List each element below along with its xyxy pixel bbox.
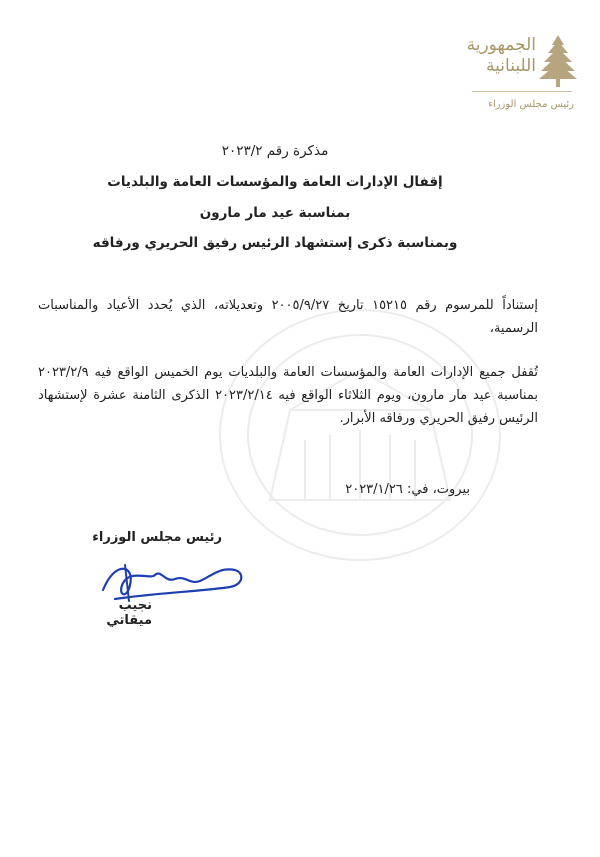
body-paragraph-2: تُقفل جميع الإدارات العامة والمؤسسات العامة والبلديات يوم الخميس الواقع فيه ٢٠٢٣/٢/٩ بمناسبة عيد مار مارون، ويوم الثلاثاء الواقع فيه ٢٠٢٣/٢/١٤ الذكرى الثامنة عشرة لإستشهاد الرئيس رفيق الحريري ورفاقه الأبرار. (38, 365, 538, 426)
crest-line-2: اللبنانية (486, 56, 536, 76)
signatory-name: نجيب ميقاتي (106, 598, 152, 628)
memo-number: مذكرة رقم ٢٠٢٣/٢ (221, 143, 329, 159)
signatory-title: رئيس مجلس الوزراء (92, 530, 222, 545)
date-line: بيروت، في: ٢٠٢٣/١/٢٦ (345, 482, 470, 497)
memo-subject: إقفال الإدارات العامة والمؤسسات العامة والبلديات (107, 174, 443, 190)
memo-occasion-2: وبمناسبة ذكرى إستشهاد الرئيس رفيق الحريري ورفاقه (92, 235, 458, 251)
cedar-emblem-icon (538, 33, 578, 89)
watermark-seal-icon (210, 300, 510, 570)
letterhead (420, 25, 580, 120)
letterhead-rule (472, 91, 572, 92)
body-paragraph-1: إستناداً للمرسوم رقم ١٥٢١٥ تاريخ ٢٠٠٥/٩/٢٧ وتعديلاته، الذي يُحدد الأعياد والمناسبات الرسمية، (38, 298, 538, 336)
crest-line-1: الجمهورية (466, 35, 536, 55)
memo-occasion-1: بمناسبة عيد مار مارون (199, 205, 351, 221)
letterhead-crest-text (428, 35, 536, 77)
letterhead-office: رئيس مجلس الوزراء (488, 99, 574, 110)
